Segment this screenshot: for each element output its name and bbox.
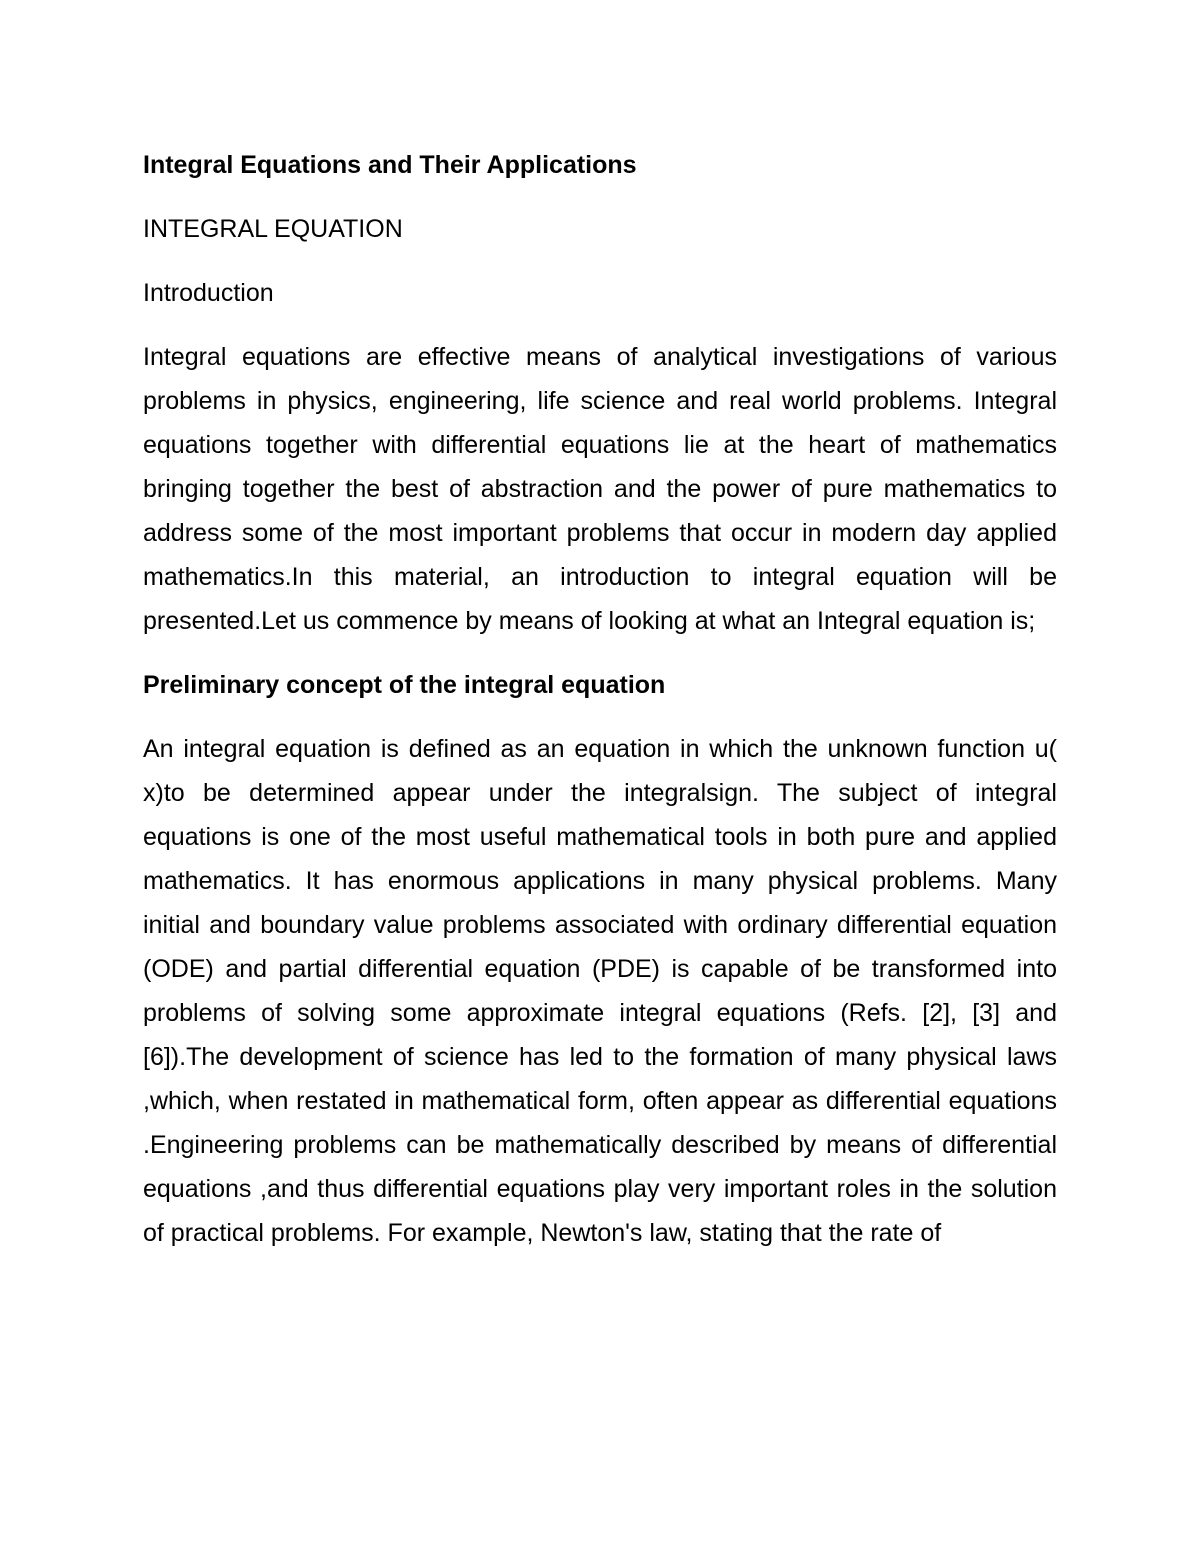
paragraph-preliminary-concept: An integral equation is defined as an equation in which the unknown function u( x)to be determined appear under the integralsign. The subject of integral equations is one of the most useful mathematical tools in both pure and applied mathematics. It has enormous applications in many physical problems. Many initial and boundary value problems associated with ordinary differential equation (ODE) and partial differential equation (PDE) is capable of be transformed into problems of solving some approximate integral equations (Refs. [2], [3] and [6]).The development of science has led to the formation of many physical laws ,which, when restated in mathematical form, often appear as differential equations .Engineering problems can be mathematically described by means of differential equations ,and thus differential equations play very important roles in the solution of practical problems. For example, Newton's law, stating that the rate of — [143, 735, 1057, 1247]
document-page — [143, 143, 1057, 1275]
section-heading-preliminary-concept: Preliminary concept of the integral equation — [143, 671, 666, 699]
section-heading-introduction: Introduction — [143, 279, 274, 307]
paragraph-introduction: Integral equations are effective means of analytical investigations of various problems in physics, engineering, life science and real world problems. Integral equations together with differential equations lie at the heart of mathematics bringing together the best of abstraction and the power of pure mathematics to address some of the most important problems that occur in modern day applied mathematics.In this material, an introduction to integral equation will be presented.Let us commence by means of looking at what an Integral equation is; — [143, 343, 1057, 635]
document-subtitle: INTEGRAL EQUATION — [143, 215, 403, 243]
document-title: Integral Equations and Their Applications — [143, 151, 637, 179]
